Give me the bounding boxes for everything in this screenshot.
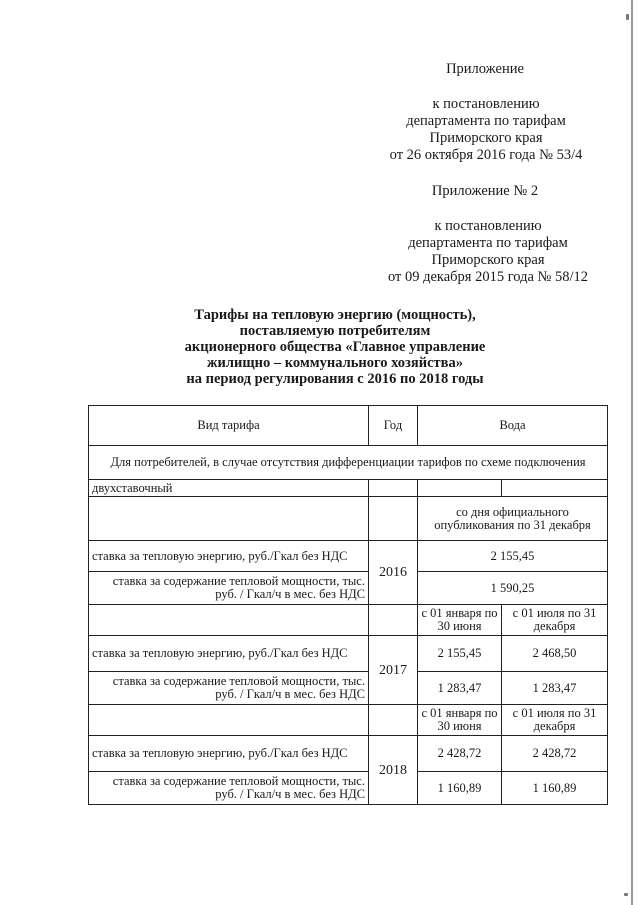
scan-speck: [624, 893, 628, 896]
appendix-1-line: к постановлению: [432, 96, 540, 112]
year-2016: 2016: [369, 541, 418, 605]
table-row: [89, 480, 608, 497]
empty-cell: [502, 480, 608, 497]
empty-cell: [418, 480, 502, 497]
table-row: [89, 605, 608, 636]
capacity-rate-label: ставка за содержание тепловой мощности, тыс. руб. / Гкал/ч в мес. без НДС: [89, 672, 369, 705]
energy-2018-1: 2 428,72: [418, 736, 502, 772]
appendix-2-line: Приморского края: [431, 252, 545, 268]
appendix-2-line: к постановлению: [434, 218, 542, 234]
empty-cell: [89, 605, 369, 636]
energy-rate-label: ставка за тепловую энергию, руб./Гкал без НДС: [89, 636, 369, 672]
scan-margin-line: [631, 0, 633, 905]
table-row: [89, 736, 608, 772]
year-2017: 2017: [369, 636, 418, 705]
period-2016: со дня официального опубликования по 31 декабря: [418, 497, 608, 541]
empty-cell: [369, 497, 418, 541]
tariff-table: [88, 405, 608, 805]
appendix-2-title: Приложение № 2: [431, 183, 539, 199]
header-water: Вода: [418, 406, 608, 446]
capacity-2018-2: 1 160,89: [502, 772, 608, 805]
capacity-2018-1: 1 160,89: [418, 772, 502, 805]
title-line: жилищно – коммунального хозяйства»: [207, 355, 463, 371]
header-tariff-type: Вид тарифа: [89, 406, 369, 446]
appendix-2-line: от 09 декабря 2015 года № 58/12: [387, 269, 589, 285]
capacity-2017-2: 1 283,47: [502, 672, 608, 705]
appendix-1-line: от 26 октября 2016 года № 53/4: [389, 147, 583, 163]
empty-cell: [369, 705, 418, 736]
appendix-2-reference: [362, 218, 614, 286]
scan-speck: [626, 14, 629, 20]
energy-rate-label: ставка за тепловую энергию, руб./Гкал без НДС: [89, 541, 369, 572]
empty-cell: [89, 497, 369, 541]
energy-2017-2: 2 468,50: [502, 636, 608, 672]
period-2017-2: с 01 июля по 31 декабря: [502, 605, 608, 636]
capacity-rate-label: ставка за содержание тепловой мощности, тыс. руб. / Гкал/ч в мес. без НДС: [89, 772, 369, 805]
appendix-1-line: департамента по тарифам: [406, 113, 566, 129]
empty-cell: [369, 605, 418, 636]
period-2018-2: с 01 июля по 31 декабря: [502, 705, 608, 736]
title-line: Тарифы на тепловую энергию (мощность),: [194, 307, 476, 323]
table-header-row: [89, 406, 608, 446]
capacity-2016: 1 590,25: [418, 572, 608, 605]
table-row: [89, 497, 608, 541]
document-title: [120, 307, 550, 387]
group-row-text: Для потребителей, в случае отсутствия дифференциации тарифов по схеме подключения: [89, 446, 608, 480]
empty-cell: [89, 705, 369, 736]
table-row: [89, 672, 608, 705]
tariff-kind: двухставочный: [89, 480, 369, 497]
table-group-row: [89, 446, 608, 480]
period-2018-1: с 01 января по 30 июня: [418, 705, 502, 736]
title-line: акционерного общества «Главное управление: [184, 339, 486, 355]
year-2018: 2018: [369, 736, 418, 805]
empty-cell: [369, 480, 418, 497]
energy-rate-label: ставка за тепловую энергию, руб./Гкал без НДС: [89, 736, 369, 772]
title-line: на период регулирования с 2016 по 2018 годы: [186, 371, 484, 387]
energy-2016: 2 155,45: [418, 541, 608, 572]
title-line: поставляемую потребителям: [239, 323, 431, 339]
header-year: Год: [369, 406, 418, 446]
appendix-1-line: Приморского края: [429, 130, 543, 146]
table-row: [89, 705, 608, 736]
table-row: [89, 572, 608, 605]
capacity-rate-label: ставка за содержание тепловой мощности, тыс. руб. / Гкал/ч в мес. без НДС: [89, 572, 369, 605]
table-row: [89, 636, 608, 672]
table-row: [89, 772, 608, 805]
period-2017-1: с 01 января по 30 июня: [418, 605, 502, 636]
energy-2018-2: 2 428,72: [502, 736, 608, 772]
energy-2017-1: 2 155,45: [418, 636, 502, 672]
table-row: [89, 541, 608, 572]
appendix-1-reference: [370, 96, 602, 164]
appendix-2-line: департамента по тарифам: [408, 235, 568, 251]
capacity-2017-1: 1 283,47: [418, 672, 502, 705]
appendix-1-title: Приложение: [446, 61, 524, 77]
